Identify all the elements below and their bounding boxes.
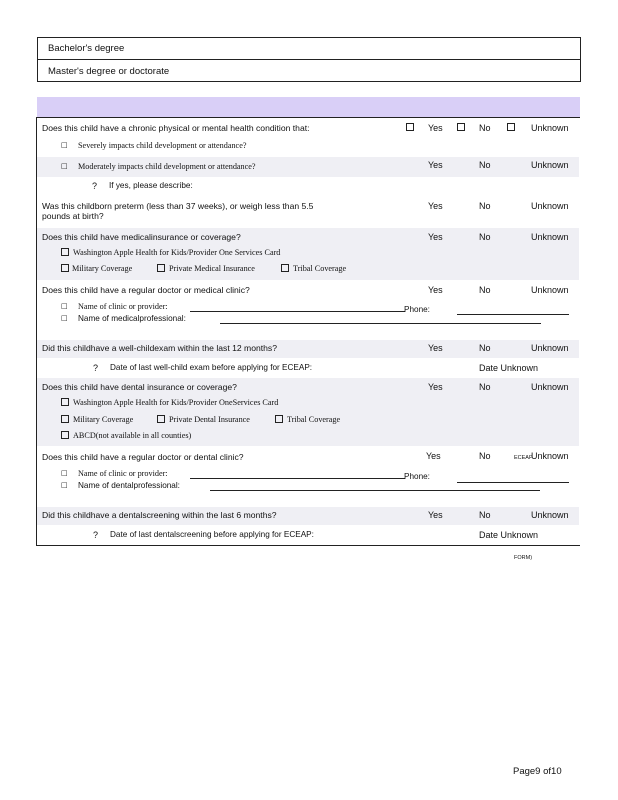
medical-clinic-phone-label: Phone: bbox=[404, 305, 430, 314]
dental-screen-date-label: Date of last dentalscreening before applying for ECEAP: bbox=[110, 530, 314, 539]
preterm-question-line1: Was this childborn preterm (less than 37 weeks), or weigh less than 5.5 bbox=[42, 201, 314, 211]
abcd-label: ABCD(not available in all counties) bbox=[73, 431, 192, 440]
chronic-question: Does this child have a chronic physical or mental health condition that: bbox=[42, 123, 310, 133]
tribal-label: Tribal Coverage bbox=[293, 264, 347, 273]
chronic-severe-label: Severely impacts child development or attendance? bbox=[78, 141, 247, 150]
education-table bbox=[37, 37, 581, 82]
missing-glyph-icon: □ bbox=[61, 481, 68, 489]
private-medical-checkbox[interactable] bbox=[157, 264, 165, 272]
chronic-unknown-checkbox[interactable] bbox=[507, 123, 515, 131]
question-mark-glyph: ? bbox=[93, 530, 99, 540]
chronic-describe-label: If yes, please describe: bbox=[109, 181, 193, 190]
medical-insurance-unknown[interactable]: Unknown bbox=[531, 232, 569, 242]
medical-clinic-yes[interactable]: Yes bbox=[428, 285, 443, 295]
wellchild-question: Did this childhave a well-childexam within the last 12 months? bbox=[42, 343, 278, 353]
dental-screen-yes[interactable]: Yes bbox=[428, 510, 443, 520]
preterm-unknown[interactable]: Unknown bbox=[531, 201, 569, 211]
chronic-yes-label: Yes bbox=[428, 123, 443, 133]
apple-health-checkbox[interactable] bbox=[61, 248, 69, 256]
dental-clinic-yes[interactable]: Yes bbox=[426, 451, 441, 461]
education-bachelor-label: Bachelor's degree bbox=[48, 43, 125, 54]
dental-military-label: Military Coverage bbox=[73, 415, 134, 424]
form-tag: FORM) bbox=[514, 555, 533, 561]
education-masters-label: Master's degree or doctorate bbox=[48, 66, 170, 77]
dental-insurance-unknown[interactable]: Unknown bbox=[531, 382, 569, 392]
dental-tribal-checkbox[interactable] bbox=[275, 415, 283, 423]
dental-screen-no[interactable]: No bbox=[479, 510, 491, 520]
dental-clinic-phone-label: Phone: bbox=[404, 472, 430, 481]
dental-insurance-no[interactable]: No bbox=[479, 382, 491, 392]
chronic-no-checkbox[interactable] bbox=[457, 123, 465, 131]
tribal-checkbox[interactable] bbox=[281, 264, 289, 272]
missing-glyph-icon: □ bbox=[61, 162, 68, 170]
missing-glyph-icon: □ bbox=[61, 314, 68, 322]
dental-clinic-phone-field[interactable] bbox=[457, 482, 569, 483]
medical-insurance-no[interactable]: No bbox=[479, 232, 491, 242]
medical-clinic-phone-field[interactable] bbox=[457, 314, 569, 315]
chronic-unknown-label: Unknown bbox=[531, 123, 569, 133]
preterm-yes[interactable]: Yes bbox=[428, 201, 443, 211]
dental-screen-question: Did this childhave a dentalscreening within the last 6 months? bbox=[42, 510, 277, 520]
education-row bbox=[38, 38, 580, 60]
medical-insurance-yes[interactable]: Yes bbox=[428, 232, 443, 242]
wellchild-date-unknown[interactable]: Date Unknown bbox=[479, 363, 539, 373]
abcd-checkbox[interactable] bbox=[61, 431, 69, 439]
dental-screen-unknown[interactable]: Unknown bbox=[531, 510, 569, 520]
dental-insurance-yes[interactable]: Yes bbox=[428, 382, 443, 392]
private-dental-checkbox[interactable] bbox=[157, 415, 165, 423]
medical-clinic-name-label: Name of clinic or provider: bbox=[78, 302, 168, 311]
medical-clinic-no[interactable]: No bbox=[479, 285, 491, 295]
wellchild-unknown[interactable]: Unknown bbox=[531, 343, 569, 353]
medical-clinic-unknown[interactable]: Unknown bbox=[531, 285, 569, 295]
dental-apple-health-checkbox[interactable] bbox=[61, 398, 69, 406]
medical-professional-label: Name of medicalprofessional: bbox=[78, 314, 186, 323]
dental-tribal-label: Tribal Coverage bbox=[287, 415, 341, 424]
wellchild-no[interactable]: No bbox=[479, 343, 491, 353]
wellchild-date-label: Date of last well-child exam before applying for ECEAP: bbox=[110, 363, 313, 372]
apple-health-label: Washington Apple Health for Kids/Provider One Services Card bbox=[73, 248, 281, 257]
dental-military-checkbox[interactable] bbox=[61, 415, 69, 423]
dental-insurance-question: Does this child have dental insurance or coverage? bbox=[42, 382, 237, 392]
medical-professional-field[interactable] bbox=[220, 323, 541, 324]
missing-glyph-icon: □ bbox=[61, 469, 68, 477]
dental-clinic-unknown[interactable]: Unknown bbox=[531, 451, 569, 461]
chronic-no-label: No bbox=[479, 123, 491, 133]
medical-clinic-name-field[interactable] bbox=[190, 311, 405, 312]
health-section-header bbox=[37, 97, 580, 117]
question-mark-glyph: ? bbox=[93, 363, 99, 373]
dental-professional-field[interactable] bbox=[210, 490, 540, 491]
page-number: Page9 of10 bbox=[513, 766, 562, 777]
eceap-tag: ECEAP bbox=[514, 455, 533, 461]
question-mark-glyph: ? bbox=[92, 181, 98, 191]
dental-clinic-no[interactable]: No bbox=[479, 451, 491, 461]
chronic-yes-checkbox[interactable] bbox=[406, 123, 414, 131]
military-checkbox[interactable] bbox=[61, 264, 69, 272]
dental-professional-label: Name of dentalprofessional: bbox=[78, 481, 180, 490]
military-label: Military Coverage bbox=[72, 264, 133, 273]
medical-clinic-question: Does this child have a regular doctor or medical clinic? bbox=[42, 285, 250, 295]
preterm-no[interactable]: No bbox=[479, 201, 491, 211]
missing-glyph-icon: □ bbox=[61, 141, 68, 149]
chronic-moderate-unknown[interactable]: Unknown bbox=[531, 160, 569, 170]
dental-clinic-name-label: Name of clinic or provider: bbox=[78, 469, 168, 478]
chronic-moderate-label: Moderately impacts child development or attendance? bbox=[78, 162, 256, 171]
dental-screen-date-unknown[interactable]: Date Unknown bbox=[479, 530, 539, 540]
dental-clinic-question: Does this child have a regular doctor or dental clinic? bbox=[42, 452, 244, 462]
wellchild-yes[interactable]: Yes bbox=[428, 343, 443, 353]
private-dental-label: Private Dental Insurance bbox=[169, 415, 250, 424]
missing-glyph-icon: □ bbox=[61, 302, 68, 310]
medical-insurance-question: Does this child have medicalinsurance or coverage? bbox=[42, 232, 241, 242]
dental-apple-health-label: Washington Apple Health for Kids/Provider OneServices Card bbox=[73, 398, 279, 407]
private-medical-label: Private Medical Insurance bbox=[169, 264, 255, 273]
chronic-moderate-yes[interactable]: Yes bbox=[428, 160, 443, 170]
dental-clinic-name-field[interactable] bbox=[190, 478, 405, 479]
chronic-moderate-no[interactable]: No bbox=[479, 160, 491, 170]
preterm-question-line2: pounds at birth? bbox=[42, 211, 104, 221]
